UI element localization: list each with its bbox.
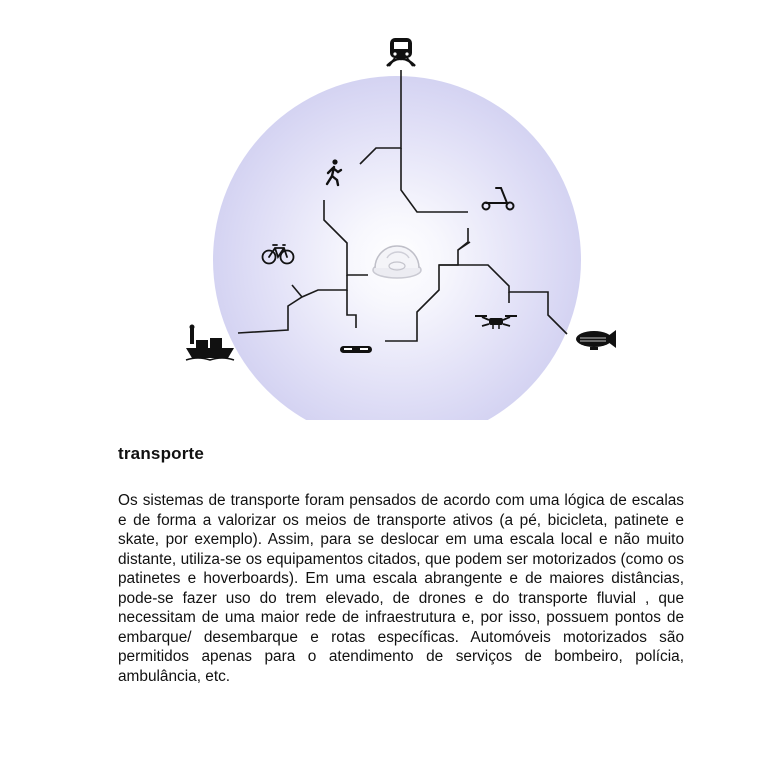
hoverboard-icon [340, 346, 372, 353]
section-heading: transporte [118, 444, 205, 463]
airship-icon [576, 330, 616, 350]
train-icon [387, 38, 415, 66]
section-body-text: Os sistemas de transporte foram pensados de acordo com uma lógica de escalas e de forma a valorizar os meios de transporte ativos (a pé, bicicleta, patinete e skate, por exemplo). Assim, para se deslocar em uma escala local e não muito distante, utiliza-se os equipamentos citados, que podem ser motorizados (como os patinetes e hoverboards). Em uma escala abrangente e de maiores distâncias, pode-se fazer uso do trem elevado, de drones e do transporte fluvial , que necessitam de uma maior rede de infraestrutura e, por isso, possuem pontos de embarque/ desembarque e rotas específicas. Automóveis motorizados são permitidos apenas para o atendimento de serviços de bombeiro, polícia, ambulância, etc. [118, 492, 684, 685]
